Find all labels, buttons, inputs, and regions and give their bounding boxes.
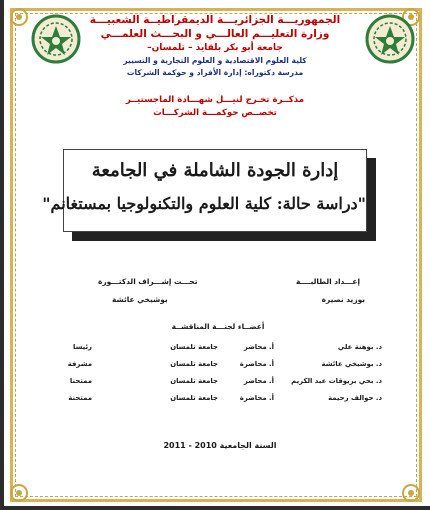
- header-faculty: كلية العلوم الاقتصادية و العلوم التجارية و التسيير: [123, 56, 307, 65]
- ornament-corner-icon: [400, 482, 422, 504]
- member-university: جامعة تلمسان: [170, 394, 218, 402]
- member-university: جامعة تلمسان: [170, 343, 218, 351]
- student-label: إعـــداد الطالبــــة: [296, 277, 360, 286]
- committee-table: [30, 343, 382, 423]
- member-rank: أ. محاضر: [243, 377, 274, 385]
- member-university: جامعة تلمسان: [170, 360, 218, 368]
- member-name: د. بوهنة علي: [337, 343, 382, 351]
- member-role: رئيسا: [73, 343, 92, 351]
- header-doctoral-school: مدرسة دكتوراه: إدارة الأفراد و حوكمة الشركات: [126, 68, 304, 77]
- member-rank: أ. محاضر: [243, 343, 274, 351]
- table-row: [30, 343, 382, 357]
- ornament-corner-icon: [8, 482, 30, 504]
- viewer-bottom-edge: [0, 506, 430, 510]
- member-rank: أ. محاضرة: [239, 394, 274, 402]
- member-role: ممتحنة: [68, 394, 92, 402]
- header-university: جامعة أبو بكر بلقايد – تلمسان–: [147, 43, 283, 53]
- student-name: بوزيد نصيرة: [321, 295, 365, 304]
- thesis-subtitle: "دراسة حالة: كلية العلوم والتكنولوجيا بمستغانم": [42, 194, 366, 213]
- ornamental-border-inner: [15, 13, 417, 497]
- viewer-left-edge: [0, 0, 4, 510]
- thesis-title: إدارة الجودة الشاملة في الجامعة: [91, 160, 339, 181]
- memo-specialty: تخصــص حوكمـــة الشركـــات: [153, 108, 277, 118]
- university-seal-icon: [364, 13, 416, 65]
- committee-title: أعضــاء لجنـــة المناقشــة: [171, 322, 265, 331]
- table-row: [30, 394, 382, 408]
- supervisor-name: بوشيخي عائشة: [112, 295, 168, 304]
- thesis-title-box: [42, 149, 367, 232]
- table-row: [30, 377, 382, 391]
- member-name: د. بوشيخي عائشة: [321, 360, 382, 368]
- member-rank: أ. محاضرة: [239, 360, 274, 368]
- member-role: ممتحنا: [69, 377, 92, 385]
- header-ministry: وزارة التعليـــم العالـــي و البحـــث العلمـــي: [100, 28, 330, 40]
- memo-degree: مذكــرة تخـرج لنيـــل شهـــادة الماجستيــر: [125, 95, 305, 105]
- academic-year: السنة الجامعية 2010 - 2011: [163, 441, 277, 450]
- header-republic: الجمهوريـــة الجزائريـــة الديمقراطيــة الشعبيـــة: [89, 14, 341, 26]
- supervisor-label: تحـــت إشـــراف الدكتـــورة: [98, 277, 198, 286]
- university-seal-icon: [30, 13, 82, 65]
- member-university: جامعة تلمسان: [170, 377, 218, 385]
- member-name: د. بحي بريوقات عبد الكريم: [291, 377, 382, 385]
- member-name: د. حوالف رحيمة: [328, 394, 382, 402]
- table-row: [30, 360, 382, 374]
- ornament-corner-icon: [8, 6, 30, 28]
- member-role: مشرفة: [67, 360, 92, 368]
